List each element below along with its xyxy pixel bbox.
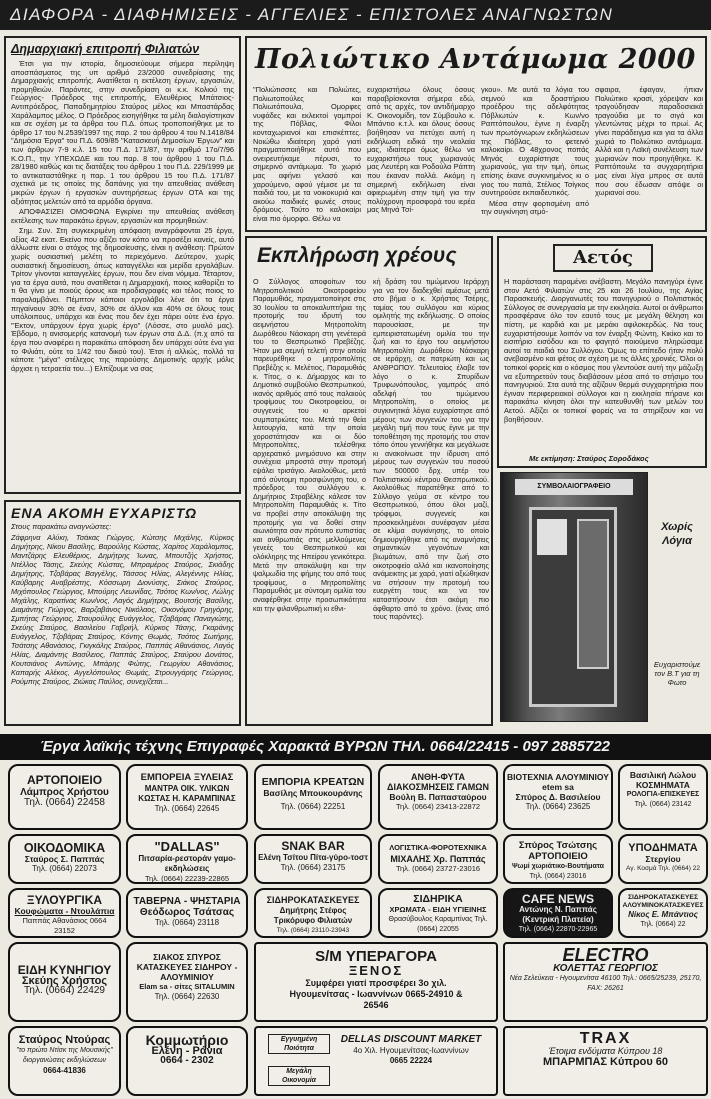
- article-title: ΕΝΑ ΑΚΟΜΗ ΕΥΧΑΡΙΣΤΩ: [11, 505, 198, 521]
- ad-dellas-discount: [254, 1026, 498, 1096]
- ad-snack-bar: [254, 834, 372, 884]
- photo-credit: Ευχαριστούμε τον Β.Τ για τη Φωτο: [653, 660, 701, 687]
- ad-title: CAFE NEWS: [522, 892, 594, 906]
- ad-subtitle: "το πρώτο Ντίσκ της Μουσικής" διοργανώσεις εκδηλώσεων: [16, 1047, 113, 1064]
- photo-caption: [648, 520, 706, 548]
- ad-hunting: [8, 942, 121, 1022]
- article-column: Ο Σύλλογος αποφοίτων του Μητροπολιτικού Οικοτροφείου Παραμυθιάς, πραγματοποίησε στις 30 Ιουλίου τα αποκαλυπτήρια της προτομής του ιδρυτή του αειμνήστου Μητροπολίτη Δωρόθεου Νάσκαρη στη γενέτειρά του το Θεσπρωτικό Πρεβέζης. Ήταν μια σεμνή τελετή στην οποία παρευρέθηκε ο μητροπολίτης Πρεβέζης κ. Μελέτιος, Παραμυθιάς κ. Τίτος, ο κ. Δήμαρχος και το Δημοτικό συμβούλιο Θεσπρωτικού, ικανός αριθμός από τους παλαιούς τροφίμους του Οικοτροφείου, οι συγγενείς του κι αρκετοί συμπατριώτες του. Μετά την θεία λειτουργία, κατά την οποία χοροστάτησαν και οι δύο Μητροπολίτες, τελέσθηκε αρχιερατικό μνημόσυνο και στην συνέχεια μπροστά στην προτομή εψάλει τρισάγιο. Ακολούθως, μετά από σύντομη προσφώνηση του, ο πρόεδρος του συλλόγου κ. Δημήτριος Στραβέλης κάλεσε τον Μητροπολίτη Παραμυθιάς κ. Τίτο να προβεί στην αποκάλυψη της προτομής για να δοθεί στην αιωνιότητα σαν πρότυπο ευπιστίας και ανθρωπιάς στις μελλούμενες γενεές του Θεσπρωτικού και ολόκληρης της Ηπείρου γενικότερα. Μετά την αποκάλυψη και την ψαλμωδία της φήμης του από τους τροφίμους, ο Μητροπολίτης Παραμυθιάς με σύντομη ομιλία του αναφέρθηκε στην προσωπικότητα και την φιλανθρωπική κι εθνι-: [253, 278, 366, 613]
- article-column: σφαιρα, έφαγαν, ήπιαν Πολιώτικο κρασί, χόρεψαν και τραγούδησαν παραδοσιακά τραγούδια με το σιγά και γλεντώντας μέχρι το πρωί. Ας γίνει παράδειγμα και για τα άλλα χωριά το Πολιώτικο αντάμωμα. Αλλά και η Λαϊκή συνέλευση των χωριανών που προηγήθηκε. Κ. Ραπτόπουλε τα συγχαρητήρια μας είναι λίγα μπρος σε αυτά που σου έδωσαν απόψε οι χωριανοί σου.: [595, 86, 703, 198]
- ad-electro: [503, 942, 708, 1022]
- ad-subtitle: ΞΕΝΟΣ: [348, 963, 404, 978]
- article-column: ευχαριστήσω όλους όσους παραβρίσκονται σήμερα εδώ, από τις αρχές, τον αντιδήμαρχο Κ. Οικονομίδη, τον Σύμβουλο κ. Μπάντιο κ.τ.λ. και όλους όσους βοήθησαν να πετύχει αυτή η εκδήλωση ειδικά την νεολαία μας, ιδιαίτερα όμως θέλω να ευχαριστήσω τους χωριανούς μας Λευτέρη και Ροδούλα Ράπτη που έκαναν πολλά. Ακόμη η σημερινή εκδήλωση είναι αφιερωμένη στην τιμή για την πολύχρονη προσφορά του ιερέα μας Μηνά Τσί-: [367, 86, 475, 215]
- ad-hardware: [378, 888, 498, 938]
- ad-phone: Τηλ. (0664) 23142: [634, 801, 692, 808]
- ad-title: ΒΙΟΤΕΧΝΙΑ ΑΛΟΥΜΙΝΙΟΥ etem sa: [507, 772, 609, 792]
- ad-phone: Τηλ. (0664) 22429: [24, 985, 105, 996]
- ad-phone: Τηλ. (0664) 23727-23016: [395, 864, 481, 873]
- ad-subtitle: Elam sa - σίτες SITALUMIN: [139, 982, 235, 991]
- ad-subtitle: ΜΑΝΤΡΑ ΟΙΚ. ΥΛΙΚΩΝ ΚΩΣΤΑΣ Η. ΚΑΡΑΜΠΙΝΑΣ: [138, 784, 236, 803]
- ad-subtitle: Στεργίου: [645, 854, 681, 864]
- ad-phone: Τηλ. (0664) 23110-23943: [276, 927, 350, 934]
- ad-phone: 0664 - 2302: [160, 1055, 214, 1066]
- article-title: Εκπλήρωση χρέους: [257, 244, 457, 267]
- ad-phone: Τηλ. (0664) 22458: [24, 797, 105, 808]
- badge-economy: Μεγάλη Οικονομία: [268, 1066, 330, 1086]
- ad-phone: Τηλ. (0664) 22645: [154, 804, 220, 813]
- ad-title: ΣΙΔΗΡΙΚΑ: [413, 893, 463, 905]
- ad-phone: 0664-41836: [43, 1066, 86, 1075]
- ad-jewellery: [618, 764, 708, 830]
- ad-phone: Τηλ. (0664) 22073: [32, 864, 97, 873]
- ad-title: ΞΥΛΟΥΡΓΙΚΑ: [26, 893, 103, 907]
- ad-title: ΟΙΚΟΔΟΜΙΚΑ: [23, 841, 106, 855]
- ad-ironworks-stefos: [254, 888, 372, 938]
- photo-door-panel: [577, 519, 609, 669]
- ad-subtitle: Σκεύης Χρήστος: [21, 975, 108, 987]
- ad-subtitle: 4ο Χιλ. Ηγουμενίτσας-Ιωαννίνων: [353, 1046, 469, 1055]
- ad-phone: Τηλ. (0664) 22251: [280, 802, 346, 811]
- ad-title: ΣΙΔΗΡΟΚΑΤΑΣΚΕΥΕΣ: [266, 895, 360, 905]
- ad-title: Σταύρος Ντούρας: [18, 1034, 111, 1046]
- ad-subtitle: Έτοιμα ενδύματα Κύπρου 18: [548, 1046, 663, 1056]
- ad-phone: Τηλ. (0664) 23413-22872: [395, 802, 481, 811]
- ad-ironworks-bantios: [618, 888, 708, 938]
- ad-title: ΤΑΒΕΡΝΑ - ΨΗΣΤΑΡΙΑ: [133, 896, 241, 907]
- article-column: κή δράση του τιμώμενου Ιεράρχη για να τον διαδεχθεί αμέσως μετά στο βήμα ο κ. Χρήστος Τσέρης, ταμίας του συλλόγου και κύριος ομιλητής της εκδήλωσης. Ο οποίος παρουσίασε, με την εμπειριστατωμένη ομιλία του την ζωή και το έργο του αειμνήστου Μητροπολίτη Δωρόθεου Νάσκαρη σε ιεράρχη, σε πατριώτη και ως ΑΝΘΡΩΠΟΥ. Τελευταίος έλαβε τον λόγο ο κ. Σπυρίδων Τρυφωνόπουλος, γαμπρός από αδελφή του τιμώμενου Μητροπολίτη, ο οποίος με συγκινητικά λόγια ευχαρίστησε από μέρους των συγγενών του για την μεγάλη τιμή που τους έγινε με την τοποθέτηση της προτομής του στον τόπο όπου γεννήθηκε και μεγάλωσε κι ανακοίνωσε την ίδρυση από μέρους των συγγενών του ποσού των 500000 δρχ. υπέρ του Πολιτιστικού κέντρου Θεσπρωτικού. Ακολούθως παρατέθηκε από το Σύλλογο γεύμα σε κέντρο του Θεσπρωτικού, όπου όλοι μαζί, τρόφιμοι, συγγενείς και προσκεκλημένοι συνέφαγαν μέσα σε κλίμα συγκίνησης, το οποίο δημιουργήθηκε από τις αναμνήσεις σημαντικών γεγονότων και βιωμάτων, από την ζωή στο οικοτροφείο αλλά και ικανοποίησης ανάμεικτης με χαρά, γιατί αξιώθηκαν να στήσουν την προτομή του ευεργέτη τους και να τον καταστήσουν έτσι ακόμη πιο άφθαρτο από το χρόνο. (ένας από τους παρόντες).: [373, 278, 489, 622]
- ad-title: Βασιλική Λώλου ΚΟΣΜΗΜΑΤΑ: [629, 770, 697, 790]
- ad-details: Νέα Σελεύκεια - Ηγουμενίτσα 46100 Τηλ.: 0665/25239, 25170, FAX: 26261: [509, 975, 702, 992]
- ad-aluminium: [503, 764, 613, 830]
- ad-details: ΜΠΑΡΜΠΑΣ Κύπρου 60: [542, 1056, 669, 1068]
- ad-siakos: [126, 942, 248, 1022]
- ad-title: ELECTRO: [562, 945, 649, 965]
- ad-phone: Αγ. Κοσμά Τηλ. (0664) 22: [626, 865, 700, 872]
- article-subtitle: Στους παρακάτω αναγνώστες:: [11, 522, 112, 531]
- ad-trax: [503, 1026, 708, 1096]
- ad-title: ΑΡΤΟΠΟΙΕΙΟ: [26, 773, 103, 787]
- article-body: Ζάφρηνα Αλύκη, Τσάκας Γιώργος, Κώτσης Μιχάλης, Κύρκος Δημήτρης, Νίκου Βασίλης, Βαρούλης Κώστας, Χαρίτος Χαράλαμπος, Μαντζάρης Ελευθέριος, Δημήτρης Ίωνας, Μπουτζής Χρήστος, Ντέλλος Τάσης, Σκεύης Κώστας, Μπραμέρος Σταύρος, Σκιάδης Δημήτρης, Τζοβάρας Βαγγέλης, Τάσσος Ηλίας, Αλεγέννης Ηλίας, Καύβαρης Αναβρέστης, Κόσσωρη Διονύσης, Σιάκος Σταύρος, Μιχόπουλος Γεώργιος, Μπούρης Λεωνίδας, Τσότος Κων/νος, Λώλης Μιχάλης, Καρατίνας Κων/νος, Λαγός Δημήτρης, Βουτσής Βασίλης, Διαμάντης Γιώργος, Βαρζαβάνος Νικόλαος, Οικονόμου Γρηγόρης, Σμπήτας Γεώργιος, Σταυρούλης Ευάγγελος, Τζαβάρας Παναγιώτης, Σκεύης Σταύρος, Βασιλείου Γαβριήλ, Κύρκος Τάσης, Γκαράνης Ευάγγελος, Τζοβάρας Σταύρος, Κόντης Θωμάς, Τσότος Σωτήρης, Τσάτσης Αθανάσιος, Γκιγκάλης Σταύρος, Παππάς Αθανάσιος, Λαγός Ηλίας, Διαμάντης Βασίλειος, Παππάς Σταύρος, Σταύρου Δονάτος, Κουτσιάνος Αντώνης, Μπάρης Φώτης, Γεωργίου Αθανάσιος, Καπαρής Αλέκος, Αγγελόπουλος Θωμάς, Στρουγγάρης Γεώργιος, Ρούμπης Σταύρος, Ζιώκας Παύλος, συνεχίζεται...: [11, 533, 234, 686]
- ad-title: ΕΜΠΟΡΙΑ ΚΡΕΑΤΩΝ: [261, 776, 365, 788]
- ad-subtitle: Θεόδωρος Τσάτσας: [139, 907, 235, 918]
- article-title-frame: [553, 244, 653, 272]
- ad-title: SNAK BAR: [281, 839, 345, 853]
- section-header: ΔΙΑΦΟΡΑ - ΔΙΑΦΗΜΙΣΕΙΣ - ΑΓΓΕΛΙΕΣ - ΕΠΙΣΤΟΛΕΣ ΑΝΑΓΝΩΣΤΩΝ: [0, 0, 711, 30]
- photo-sign: [515, 479, 633, 495]
- ad-phone: Τηλ. (0664) 23625: [525, 802, 591, 811]
- banner-text: Έργα λαϊκής τέχνης Επιγραφές Χαρακτά ΒΥΡΩΝ ΤΗΛ. 0664/22415 - 097 2885722: [40, 738, 611, 755]
- ad-title: ΥΠΟΔΗΜΑΤΑ: [628, 842, 698, 854]
- ad-title: DELLAS DISCOUNT MARKET: [340, 1034, 482, 1045]
- ad-phone: 0665 22224: [389, 1056, 433, 1065]
- ad-phone: Τηλ. (0664) 23175: [280, 863, 346, 872]
- ads-banner: [0, 734, 711, 760]
- ad-phone: Τηλ. (0664) 22630: [154, 992, 220, 1001]
- ad-title: Σπύρος Τσώτσης ΑΡΤΟΠΟΙΕΙΟ: [518, 840, 598, 862]
- ad-phone: Παππάς Αθανάσιος 0664 23152: [22, 916, 107, 935]
- paragraph: Σημ. Συν. Στη συγκεκριμένη απόφαση αναγράφονται 25 έργα, αξίας 42 εκατ. Εκείνο που αξίζει τον κόπο να προσέξει κανείς, αυτό άλλωστε είναι ο στόχος της δημοσίευσης, είναι η ανάθεση: Πρώτον χωρίς ουσιαστική μελέτη το περιεχόμενο. Δεύτερον, χωρίς ουσιαστική δημοσίευση, όπως καταγγέλλει και μερίδα εργολάβων. Τρίτον γίνονται καταγγελίες έργων, που δεν είναι νόμιμα. Τέταρτον, για τα έργα αυτά, που ανατίθεται η Δημαρχιακή, ποιος καθορίζει το τι θα γίνει με ποιούς όρους και προδιαγραφές και τέλος ποιος το παραλαμβάνει. Πέμπτον κάποιοι εργολάβοι λένε ότι τα έργα πηγαίνουν 30% σε έναν, 30% σε άλλον και 40% σε όλους τους υπόλοιπους, υπάρχει και ένας που δεν έχει πάρει ούτε ένα έργο. "Έκτον, υπάρχουν έργα χωρίς έργο" (Λόσσε, στο μυαλό μας). Έβδομο, η ανισομερής κατανομή των έργων στα Δ.Δ. (π.χ από τα έργα που αναφέρει η παρακάτω απόφαση δεν υπάρχει ούτε ένα για το Φιλιάτι, ούτε το 1/42 του δικού του). Έτσι ή αλλιώς, πολλά τα κάποτε "μέγα" στέλεχος της παρούσης Δημοτικής αρχής μόλις άρχισε η τετραετία του...) Ελπίζουμε να σας: [11, 226, 234, 373]
- ad-subtitle: ΧΡΩΜΑΤΑ - ΕΙΔΗ ΥΓΙΕΙΝΗΣ: [389, 905, 487, 914]
- ad-subtitle: Σταύρος Σ. Παππάς: [24, 854, 105, 864]
- article-title: Αετός: [573, 247, 633, 268]
- ad-butcher: [254, 764, 372, 830]
- paragraph: ΑΠΟΦΑΣΙΖΕΙ ΟΜΟΦΩΝΑ Εγκρίνει την απευθείας ανάθεση εκτέλεσης των παρακάτω έργων, εργασιών και προμηθειών:: [11, 207, 234, 225]
- ad-taverna: [126, 888, 248, 938]
- caption-line: Λόγια: [662, 535, 692, 547]
- ad-subtitle: ΚΟΛΕΤΤΑΣ ΓΕΩΡΓΙΟΣ: [553, 963, 658, 974]
- article-thanks: [4, 500, 241, 726]
- ad-building-materials: [8, 834, 121, 884]
- ad-title: ΕΙΔΗ ΚΥΝΗΓΙΟΥ: [17, 963, 112, 977]
- ad-subtitle: Πιτσαρία-ρεστοράν γαμο-εκδηλώσεις: [138, 854, 236, 873]
- ad-subtitle: Λάμπρος Χρήστου: [20, 787, 109, 798]
- article-gathering: [245, 36, 707, 232]
- paragraph: γκου». Με αυτά τα λόγια του σεμνού και δραστήριου προέδρου της αδελφότητας Πόβλιωτών κ. Κων/νο Ραπτόπουλου, έγινε η έναρξη των πρωτόγνωρων εκδηλώσεων της Πόβλας, το φετεινό καλοκαίρι. Ο 48χρονος ποπάς Μηνάς ευχαρίστησε τους χωριανούς, για την τιμή, όπως επίσης έκανε συγκινημένος κι ο γιος του παπά, Στέλιος Τσίγκος συντηρούσε εκπαιδευτικός.: [481, 86, 589, 198]
- article-column: [481, 86, 589, 232]
- ad-title: S/M ΥΠΕΡΑΓΟΡΑ: [315, 948, 437, 965]
- article-credit: Με εκτίμηση: Σταύρος Σοροδάκος: [529, 454, 649, 463]
- article-column: "Πολιώτισσες και Πολιώτες, Πολιωτοπούλες και Πολιωτόπουλα, Ομορφες νυφάδες και εκλεκτοί γαμπροί της Πόβλας, Φίλοι κονταχωριανοί και επισκέπτες. Νοιώθω ιδιαίτερη χαρά γιατί πραγματοποιήθηκε αυτό που ονειρευτήκαμε πέρυσι, το σημερινό αντάμωμα. Το χωριό μας αφήνει γελασό και χαρούμενο, αφού γέμισε με τα παιδιά του, με τα νοικοκυριά και ακούω παιδικές φωνές στους δρόμους. Τούτο το καλοκαίρι είναι πιο όμορφο. Θέλω να: [253, 86, 361, 223]
- ad-title: ΛΟΓΙΣΤΙΚΑ-ΦΟΡΟΤΕΧΝΙΚΑ: [389, 843, 487, 852]
- ad-subtitle: Ψωμί χωριάτικο-Βουτήματα: [512, 863, 604, 870]
- ad-title: ΕΜΠΟΡΕΙΑ ΞΥΛΕΙΑΣ: [140, 772, 234, 783]
- ad-bakery-christou: [8, 764, 121, 830]
- ad-lumber: [126, 764, 248, 830]
- ad-cafe-news: [503, 888, 613, 938]
- article-body: Η παράσταση παραμένει ανέβαστη. Μεγάλο πανηγύρι έγινε στον Αετό Φιλιατών στις 25 και 26 Ιουλίου, της Αγίας Παρασκευής. Διοργανωτές του πανηγυριού ο Πολιτιστικός Σύλλογος σε συνεργασία με την εκκλησία. Αυτοί οι άνθρωποι προσφέρανε όλο τον εαυτό τους με μεγάλη θέληση και πίστη, με καρδιά και με μεράκι αφιλοκερδώς. Να τους ευχαριστήσουμε λοιπόν να τον έναρξη Φώντη, Κικίκο και το εισιτήριο εισόδου και το φαγητό ποιούμενο πληρώσαμε αυτοί τα παιδιά του Συλλόγου. Όμως το επίπεδο ήταν πολύ ανεβασμένο και φέτος σε σχέση με τις άλλες χρονιές. Όλοι οι τοπικοί φορείς και ο κόσμος που γλεντούσε αυτή την μάζωξη να εξυπηρετούν τους διαβάσουν μέσα από το στήσιμο του πανηγυριού. Στα αυτά της αξίζουν θερμά συγχαρητήρια που έγιναν περιφερειακοί σύλλογοι και η εκκλησία πήρανε και παρακάτω κίνηση όλοι την κατευθυνθή των μελών του Αετού. Αξίζει οι τοπικοί φορείς να τα στηρίξουν και να βοηθήσουν.: [504, 278, 703, 424]
- ad-details: Συμφέρει γιατί προσφέρει 3ο χιλ. Ηγουμενίτσας - Ιωαννίνων 0665-24910 & 26546: [289, 978, 463, 1010]
- ad-phone: Τηλ. (0664) 22870-22965: [518, 926, 598, 933]
- article-title: Πολιώτικο Αντάμωμα 2000: [255, 44, 696, 75]
- sign-text: ΣΥΜΒΟΛΑΙΟΓΡΑΦΕΙΟ: [537, 483, 611, 490]
- ad-subtitle: Ελένη Τσίτου Πίτα-γύρο-τοστ: [258, 853, 368, 862]
- ad-accountant: [378, 834, 498, 884]
- ad-subtitle: Βούλη Β. Παπασταύρου: [389, 792, 487, 802]
- ad-subtitle: Νίκος Ε. Μπάντιος: [628, 910, 698, 919]
- article-municipal-committee: [4, 36, 241, 494]
- ad-title: "DALLAS": [154, 839, 220, 854]
- ad-carpentry: [8, 888, 121, 938]
- ad-subtitle: Βασίλης Μπουκουράνης: [263, 788, 363, 798]
- ad-flowers: [378, 764, 498, 830]
- ad-title: Κομμωτήριο: [145, 1032, 229, 1048]
- ad-title: ΣΙΑΚΟΣ ΣΠΥΡΟΣ ΚΑΤΑΣΚΕΥΕΣ ΣΙΔΗΡΟΥ - ΑΛΟΥΜΙΝΙΟΥ: [136, 952, 238, 982]
- ad-subtitle: Σπύρος Δ. Βασιλείου: [515, 792, 601, 802]
- article-debt: [245, 236, 493, 726]
- ad-bakery-tsotsis: [503, 834, 613, 884]
- ad-phone: Τηλ. (0664) 23016: [529, 873, 587, 880]
- ad-title: TRAX: [579, 1030, 632, 1047]
- ad-subtitle: Ελένη - Ράνια: [151, 1045, 223, 1057]
- ad-phone: Τηλ. (0664) 23118: [154, 918, 220, 927]
- ad-phone: Τηλ. (0664) 22: [640, 921, 686, 928]
- article-body: [11, 60, 234, 373]
- ad-shoes: [618, 834, 708, 884]
- photo-door-panel: [537, 519, 567, 555]
- ad-subtitle: Αντώνης Ν. Παππάς (Κεντρική Πλατεία): [519, 905, 597, 924]
- ad-dj-ntouras: [8, 1026, 121, 1096]
- ad-title: ΣΙΔΗΡΟΚΑΤΑΣΚΕΥΕΣ ΑΛΟΥΜΙΝΟΚΑΤΑΣΚΕΥΕΣ: [622, 894, 704, 909]
- article-aetos: [497, 236, 707, 468]
- ad-title: ΑΝΘΗ-ΦΥΤΑ ΔΙΑΚΟΣΜΗΣΕΙΣ ΓΑΜΩΝ: [387, 772, 489, 792]
- ad-phone: Θρασύβουλος Καραμπίνας Τηλ. (0664) 22055: [388, 916, 488, 933]
- ad-dallas: [126, 834, 248, 884]
- paragraph: Μέσα στην φορτισμένη από την συγκίνηση ατμό-: [481, 198, 589, 217]
- photo-storefront: [500, 472, 648, 722]
- paragraph: Έτσι για την ιστορία, δημοσιεύουμε σήμερα περίληψη αποσπάσματος της υπ αριθμό 23/2000 συνεδρίασης της Δημαρχιακής επιτροπής. Ανατίθεται η εκτέλεση έργων, εργασιών, προμηθειών. Παρόντες, στην συνεδρίαση οι κ.κ. Κολιού της Γεώργιος- Πρόεδρος της επιτροπής, Ελευθέριος Μπάτσιος- Αντιπρόεδρος, Παπαδημητρίου Σταύρος μέλος και Μπαστάρδας Χαράλαμπος μέλος. Ο Πρόεδρος εισηγήθηκε τα μέλη διαλογίστηκαν και σε σχέση με τα άρθρα του Π.Δ. όπως τροποποιήθηκε με το άρθρο 17 του Ν.2539/1997 της παρ. 2 του άρθρου 4 του Ν.1418/84 "Δημόσια Έργα" του Π.Δ. 609/85 "Κατασκευή Δημοσίων Έργων" και των άρθρων 7-9 κ.λ. 15 του Π.Δ. 171/87, την αριθμό 17ο/7/96 Κ.Ο.Π., την ΥΠΕΧΩΔΕ και του παρ. 8 του άρθρου 1 του Π.Δ. 28/1980 καθώς και τις διατάξεις του άρθρου 1 του Π.Δ. 229/1999 με το αντικαταστάθηκε η παρ. 1 του άρθρου 15 του Π.Δ. 171/87 σχετικά με τις οποίες της δαπάνης για την απευθείας ανάθεση μικρών έργων ή εργασιών συντηρήσεως έργων ΟΤΑ και της αξιότητας μελετών από τα αρμόδια όργανα.: [11, 59, 234, 206]
- ad-subtitle: Κουφώματα - Ντουλάπια: [14, 906, 115, 916]
- caption-line: Χωρίς: [661, 521, 693, 533]
- article-title: Δημαρχιακή επιτροπή Φιλιατών: [11, 42, 200, 56]
- ad-hair-salon: [126, 1026, 248, 1096]
- badge-quality: Εγγυημένη Ποιότητα: [268, 1034, 330, 1054]
- ad-subtitle: ΜΙΧΑΛΗΣ Χρ. Παππάς: [390, 854, 486, 864]
- ad-subtitle: Δημήτρης Στέφος Τρικόρυφο Φιλιατών: [273, 906, 353, 925]
- ad-phone: Τηλ. (0664) 22239-22865: [144, 874, 230, 883]
- ad-supermarket-xenos: [254, 942, 498, 1022]
- ad-subtitle: ΡΟΛΟΓΙΑ-ΕΠΙΣΚΕΥΕΣ: [626, 791, 700, 798]
